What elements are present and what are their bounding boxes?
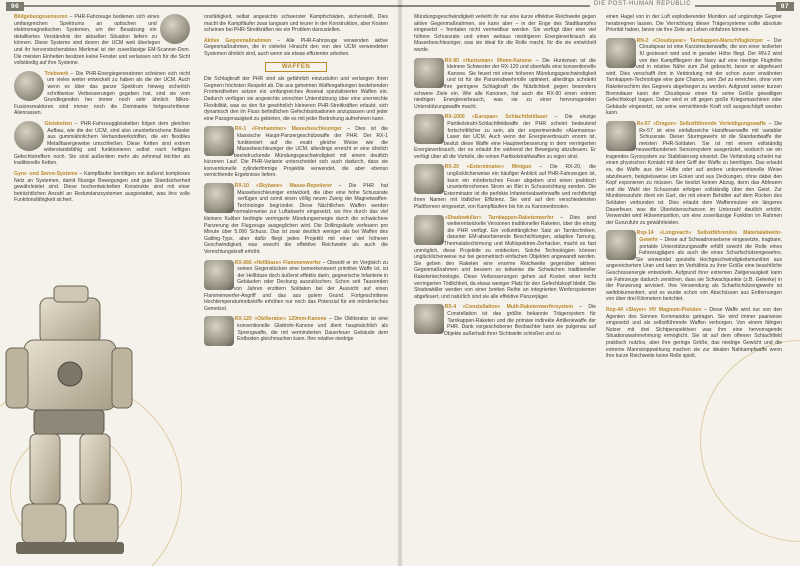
rocket-launcher-thumbnail xyxy=(414,215,444,245)
term-heading: RX-120 «Obliterator» 120mm-Kanone xyxy=(234,316,327,323)
cannon-thumbnail xyxy=(204,316,234,346)
paragraph xyxy=(14,121,190,167)
term-heading: «Shadowkiller» Tarnkappen-Raketenwerfer xyxy=(444,214,554,221)
minigun-thumbnail xyxy=(414,164,444,194)
term-heading: Aktive Gegenmaßnahmen xyxy=(204,37,272,44)
right-page xyxy=(400,0,800,566)
term-text: – Kampfläufer benötigen ein äußerst komplexes Netz an Systemen, damit flüssige Bewegungen und gute Standsicherheit gewährleistet sind. Diese hochentwickelten Konstrukte sind mit einer beträchtlichen Anzahl an Redundanzsystemen ausgestattet, was ihre volle Funktionsfähigkeit sichert. xyxy=(14,171,191,204)
paragraph xyxy=(204,183,388,256)
paragraph xyxy=(606,307,782,360)
book-gutter xyxy=(397,0,403,566)
track-thumbnail xyxy=(14,121,44,151)
paragraph: Die Schlagkraft der PHR sind als gefährlich einzustufen und verlangen ihren Gegnern höchsten Respekt ab. Die aus geheimen Waffengattungen bestehenden Frontendheiten setzen ein umfangreiches Arsenal spezialisierter Waffen ein. Dadurch verfügen sie angesichts unrechter Unterstützung über eine unerreichte Flexibilität, was es den für gewöhnlich kleineren PHR-Streitkräften erlaubt, sich dynamisch den im Fluss befindlichen Gefechtssituationen anzupassen und jeder eine Passgenauigkeit zu gebieten, die es mit jeder Bedrohung aufnehmen kann. xyxy=(204,76,388,122)
term-text: – Die Huntsman ist die kleinere Schwester der RX-120 und ebenfalls eine konventionelle Kanone. Sie feuert mit einer höheren Mündungsgeschwindigkeit und ist für die Panzerabwehrrolle optimiert, allerdings schränkt ihre geringere Schlagkraft die Nützlichkeit gegen besonders schwere Ziele ein. Wie alle Kanonen, hat auch die RX-90 einen extrem niedrigen Energieverbrauch, was sie zu einer hervorragenden Unterstützungswaffe macht. xyxy=(414,57,596,110)
flamethrower-thumbnail xyxy=(204,260,234,290)
term-text: – Der Cloudspear ist eine Kurzstreckenwaffe, die von einer isolierten Kl gesteuert wird und in gerader Höhe fliegt. Der RN-2 wird von den Kampffliegern der Navy auf eine niedrige Flughöhe und in relative Nähe zum Ziel gebracht, bevor er abgefeuert wird. Dies verschafft ihm in Verbindung mit der schon zuvor erwähnten Tarnkappen-Technologie eine gute Chance, sein Ziel zu erreichen, ohne vom Raketenschirm des Gegners abgefangen zu werden. Aufgrund seiner kurzen Brenndauer kann der Cloudspear einen für seine Größe gewaltigen Gefechtskopf tragen. Daher wird er oft gegen große Kriegsmaschinen oder Gebäude eingesetzt, wo seine vernichtende Kraft voll ausgeschöpft werden kann. xyxy=(606,37,782,117)
paragraph xyxy=(14,14,190,67)
huntsman-thumbnail xyxy=(414,58,444,88)
term-text: – PHR-Fahrzeuge bedienen sich eines umfangreichen Spektrums an optischen und elektromagnetischen Systemen, um der Besatzung ein detailliertes Verständnis der aktuellen Situation liefern zu können. Diese Systeme sind denen der UCM weit überlegen und ihr hervorstechendstes Merkmal ist der zuverlässige EM-Scanner-Dom. Die meisten Einheiten besitzen keine Fenster und verlassen sich für die Sicht vollständig auf ihre Systeme. xyxy=(14,14,190,67)
paragraph xyxy=(14,71,190,117)
paragraph xyxy=(204,260,388,313)
term-text: – Obwohl er im Vergleich zu seinen Gegenstücken eine bemerkenswert primitive Waffe ist, ist der Hellblaze doch äußerst effektiv darin, gegnerische Infanterie in Gebäuden oder Deckung auszulöschen. Schon seit Tausenden von Jahren erzittern Soldaten bei der Aussicht auf einen Flammenwerfer-Angriff und das aus gutem Grund. Fortgeschrittene Hochtemperaturtreibstoffe erhöhen nur noch das Potenzial für ein mörderisches Gemetzel. xyxy=(204,259,388,312)
term-heading: Rx-57 «Dragon» Selbstführende Verteidigungswaffe xyxy=(636,120,766,127)
robot-figure-icon xyxy=(4,278,134,562)
term-heading: RX-90 «Huntsman» 90mm-Kanone xyxy=(444,57,533,64)
paragraph xyxy=(606,38,782,117)
paragraph xyxy=(204,38,388,58)
massebeschleuniger-thumbnail xyxy=(204,126,234,156)
term-heading: RX-20 «Exterminator» Minigun xyxy=(444,164,532,171)
right-column-1 xyxy=(414,14,596,341)
term-text: – Diese Waffe wird nur von den Agenten des Sonnen Kommandos getragen. Sie wird immer paarweise eingesetzt und als selbstführende Waffen verborgen. Von einem fähigen Nutzer mit drei Sichtperspektiven was ihm eine hervorragende Situationswahrnehmung ermöglicht. Sie ist auf dem offenen Schlachtfeld praktisch nutzlos, aber ihre geringe Größe, das niedrige Gewicht und die extreme Mannstoppwirkung machen sie zur idealen Nahkampfwaffe wenn ihre kurze Reichweite keine Rolle spielt. xyxy=(606,306,782,360)
term-heading: RX-666 «Hellblaze» Flammenwerfer xyxy=(234,259,321,266)
term-heading: RX-4 «Constellation» Multi-Raketenwerfersystem xyxy=(444,304,573,311)
header-rule xyxy=(20,5,400,7)
paragraph xyxy=(606,121,782,227)
term-text: – Die PHR hat Massebeschleuniger entwickelt, die über eine hohe Schussrate verfügen und somit einen völlig neuen Zweig der Magnetwaffen-Technologie begründet. Diese Nächtlichen Waffen werden normalerweise zur Luftabwehr eingesetzt, wo ihre durch das viel kleinere Kaliber bedingte verringerte Mündungsenergie durch die schwächere Panzerung der Flugzeuge ausgeglichen wird. Die Drillingsläufe verfeuern pro Minute über 5.000 Schuss. Das ist zwar deutlich weniger als bei Waffen des Gatling-Typs, aber dafür fliegt jedes Projektil mit einer viel höheren Geschwindigkeit, was sowohl die effektive Reichweite als auch die Vernichtungskraft erhöht. xyxy=(204,183,388,255)
page-number: 97 xyxy=(776,2,794,11)
term-text: – Dies ist die klassische Haupt-Panzergeschützwaffe der PHR. Der RX-1 funktioniert auf die exakt gleiche Weise wie die Massebeschleuniger der UCM, allerdings erreicht er eine ähnlich beeindruckende Mündungsgeschwindigkeit mit einem deutlich kürzeren Lauf. Die PHR-Variante unterscheidet sich auch dadurch, dass sie konventionelle zylinderförmige Projektile verwendet, die aber ebenso vernichtende Ergebnisse liefern. xyxy=(204,126,388,179)
paragraph xyxy=(204,316,388,342)
left-header xyxy=(0,0,400,14)
paragraph xyxy=(14,171,190,204)
term-heading: Gyro- und Servo-Systeme xyxy=(14,171,78,178)
term-text: – Die Obliterator ist eine konventionelle Glattrohr-Kanone und dient hauptsächlich als Sprengwaffe, die mit verminderten Dauerfeuer Gebäude dem Erdboden gleichmachen kann. Ihre relative niedrige xyxy=(237,316,388,343)
laser-thumbnail xyxy=(414,114,444,144)
rifle-thumbnail xyxy=(606,121,636,151)
multi-rocket-thumbnail xyxy=(414,304,444,334)
paragraph xyxy=(414,114,596,160)
paragraph: einen Hagel von in der Luft explodierender Munition auf ungünstige Gegner herabregnen lassen. Die Vernichtung dieser Trägersysteme sollte absolute Priorität haben, bevor sie ihre Ziele an Leben einfahren können. xyxy=(606,14,782,34)
term-heading: RX-1000 «Europae» Schlachtfeldlaser xyxy=(444,114,548,121)
right-header xyxy=(400,0,800,14)
section-heading-waffen: WAFFEN xyxy=(265,62,327,73)
term-text: – Die Rx-57 ist eine einfallsreiche Handfeuerwaffe mit variabler Schussrate. Dieser Sturmgewehr ist die Standardwaffe der meisten PHR-Soldaten. Sie ist mit einem vollständig neuwertbundenen Sensorsystem ausgerüstet, wodurch sie ein tragendes Gyrosystem zur Stabilisierung einsetzt. Die Verbindung scheint nur einen physischen Kontakt mit dem Griff der Waffe zu benötigen. Das erlaubt es, die Waffe aus der Hüfte oder auf andere unkonventionelle Weise abzufeuern, beispielsweise um Ecken und aus Deckungen, ohne dabei den Kopf exponieren zu müssen. Sie besitzt keinen Abzug, denn das Abfeuern und die Wahl der Schussrate erfolgen vollständig über den Geist. Zur Munitionszufuhr dient ein Gurt, der mit einem Behälter auf dem Rücken des Soldaten verbunden ist. Dies erlaubt dem Waffenmutzer ein längeres Dauerfeuer, was die Überlebenschancen im Unterzahl deutlich erhöht. Verwendet wird Hülsenmunition, um eine zuverlässige Funktion im Rahmen der Gunzufuhr zu gewährleisten. xyxy=(606,120,782,226)
paragraph xyxy=(606,230,782,303)
term-heading: Triebwerk xyxy=(44,70,69,77)
term-heading: RN-2 «Cloudspear» Tarnkappen-Marschflugkörper xyxy=(636,37,764,44)
paragraph xyxy=(414,58,596,111)
cruise-missile-thumbnail xyxy=(606,38,636,68)
paragraph xyxy=(414,164,596,210)
paragraph: onsfähigkeit, selbst angesichts schwerster Kampfschäden, sicherstellt. Dies macht die Kampfläufer zwar langsam und teurer in der Konstruktion, aber Kosten scheinen bei PHR-Streitkräften nie ein Problem darzustellen. xyxy=(204,14,388,34)
engine-thumbnail xyxy=(14,71,44,101)
paragraph xyxy=(414,215,596,301)
sensor-dome-thumbnail xyxy=(160,14,190,44)
term-text: – Alle PHR-Fahrzeuge verwenden aktive Gegenmaßnahmen, die in vielerlei Hinsicht den von den UCM verwendeten Systemen ähnlich sind, auch wenn sie etwas effizienter arbeiten. xyxy=(204,37,388,57)
right-column-2 xyxy=(606,14,782,364)
repetierer-thumbnail xyxy=(204,183,234,213)
paragraph: Mündungsgeschwindigkeit verleiht ihr nur eine kurze effektive Reichweite gegen aktive Gegenmaßnahmen, sie kann aber – in der Enge des Stadtkampfes eingesetzt – frontalen nicht vermeidbar werden. Sie verfügt über eine viel höhere Schussrate und einen weitaus niedrigeren Energieverbrauch als Massebeschleuniger, was sie ideal für die Rolle macht, für die sie entwickelt wurde. xyxy=(414,14,596,53)
left-column-2 xyxy=(204,14,388,348)
term-text: – Dies sind weiterentwickelte Versionen traditioneller Raketen, über die einzig die PHR verfügt. Ein vollumfänglicher Satz an Tarntechniken, darunter EM-absorbierende Beschichtungen, adaptive Tarnung, Thermalabschirmung und Multispektren-Zerhacker, macht es fast unmöglich, diese Projektile zu entdecken. Solche Technologien können unglücklicherweise nur bei geometrisch einfachen Objekten angewandt werden. Sie geben den Raketen eine enorme Reichweite gegenüber aktiven Gegenmaßnahmen und bessern so teilweise die Schwächen traditioneller Raketentechnologie. Diese Verbesserungen gehen auf Kosten einer leicht verringerten Tödlichkeit, da etwas weniger Platz für den Gefechtskopf bleibt. Die Shadowkiller werden von einer breiten Reihe an integrierten Werfersystemen abgefeuert, und natürlich sind sie alle effektive Panzerjäger. xyxy=(414,214,596,300)
walker-robot-illustration xyxy=(4,278,134,562)
term-heading: RX-1 «Firehammer» Massebeschleuniger xyxy=(234,126,342,133)
decorative-ring xyxy=(700,340,800,542)
page-number: 96 xyxy=(6,2,24,11)
term-heading: Rxp-44 «Slayer» HV Magnum-Pistolen xyxy=(606,306,702,313)
term-heading: RX-10 «Skybane» Masse-Repetierer xyxy=(234,183,332,190)
term-heading: Bildgebungssensoren xyxy=(14,14,68,20)
term-heading: Gleisketten xyxy=(44,120,73,127)
term-text: – PHR-Fahrzeuggleisketten folgen dem gleichen Aufbau, wie die der UCM, sind also ununterbrochene Bänder aus gummiähnlichem Verbundwerkstoffen, die ein flexibles Metallfasergewebe umschließen. Diese Ketten sind extrem widerstandsfähig und funktionieren selbst nach heftigen Gefechtstreffern noch. Sie sind außerdem mehr als zehnmal leichter als traditionelle Ketten. xyxy=(14,120,190,167)
paragraph xyxy=(204,126,388,179)
term-text: – Die einzige Partikelstrahl-Schlachtfeldwaffe der PHR scheint bedeutend fortschrittlicher zu sein, als der experimentelle «Alarmanna» Laser der UCM. Auch wenn der Energieverbrauch enorm ist, besitzt diese Waffe eine Hauptverbesserung in dem verringerten Energieverbrauch, der es erlaubt ihn während der Bewegung abzufeuern. Er verfügt über all die Vorteile, die reinen Partikelstrahlwaffen zu eigen sind. xyxy=(414,114,596,160)
term-text: – Die PHR-Energiegeneratoren scheinen sich nicht um vieles weiter entwickelt zu haben als die der UCM. Auch wenn es über das ganze Spektrum hinweg sicherlich schrittweise Verbesserungen gegeben hat, sind sie vom Grundlegenden her immer noch sehr ähnlich. Mikro-Fusionsreaktoren sind immer noch die Dominante fortgeschrittener Alienrassen. xyxy=(14,70,190,117)
sniper-rifle-thumbnail xyxy=(606,230,636,260)
running-title: DIE POST-HUMAN REPUBLIC xyxy=(590,1,695,7)
term-text: – Diese auf Schwadronsebene eingesetzte, tragbare, portable Unterstützungswaffe erfüllt sowohl die Rolle eines Fahrzeugjägers als auch die eines Scharfschützengewehrs. Sie verwendet spezielle Hochgeschwindigkeitsmunition aus angereichertem Uran und kann im Verhältnis zu ihrer Größe eine beachtliche Geschossenergie entwickeln. Aufgrund ihrer extremen Zielgenauigkeit kann sie Fahrzeuge dadurch zerstören, dass sie Schwachpunkte (z.B. Gelenke) in der Panzerung anvisiert. Ihre Verwendung als Scharfschützengewehr ist weltdokumentiert, und es wurde schon von Abschüssen aus Entfernungen von über drei Kilometern berichtet. xyxy=(606,237,782,303)
term-text: – Die RX-20, die unglücklicherweise ein häufiger Anblick auf PHR-Fahrzeugen ist, kann ein mörderisches Feuer abgeben und einen praktisch ununterbrochenen Strom an Blei in Schussrichtung senden. Die Exterminator ist die perfekte Infanterieabwehrwaffe und rechtfertigt ihren Namen mit tödlicher Effizienz. Sie wird auf den verschiedensten Plattformen eingesetzt, von Kampfläufern bis hin zu Kanonenbooten. xyxy=(414,164,596,211)
left-column-1 xyxy=(14,14,190,208)
paragraph xyxy=(414,304,596,337)
term-text: – Die Constellation ist das größte bekannte Trägersystem für Tarnkappen-Raketen und die primäre indirekte Artilleriewaffe der PHR. Dank vorgeschobener Beobachter kann sie pulgenau auf Objekte außerhalb ihrer Sichtweite schießen und so xyxy=(443,304,597,337)
term-heading: Rxp-14 «Longreach» Selbstführendes Materialabwehr-Gewehr xyxy=(636,230,782,243)
